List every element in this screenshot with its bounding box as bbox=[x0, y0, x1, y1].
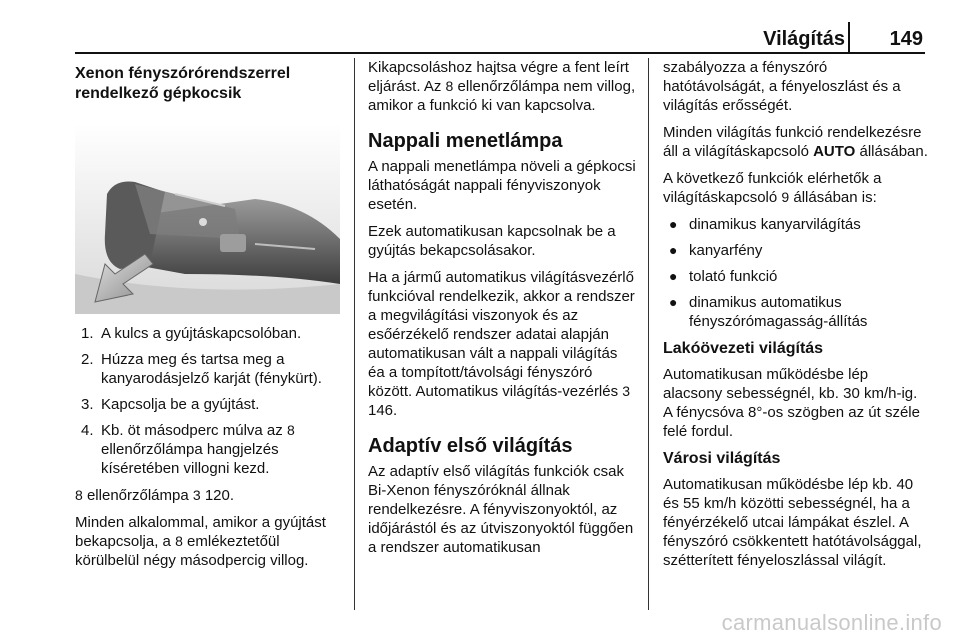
indicator-lamp-icon: 8 bbox=[75, 487, 83, 503]
cross-reference: 8 ellenőrzőlámpa 3 120. bbox=[75, 487, 235, 504]
function-list bbox=[663, 215, 928, 331]
auto-position-label: AUTO bbox=[813, 143, 856, 160]
page-number: 149 bbox=[889, 28, 923, 50]
header-rule bbox=[75, 52, 925, 54]
page-ref-arrow-icon: 3 bbox=[622, 383, 631, 399]
column-divider-2 bbox=[648, 58, 649, 610]
turn-signal-lever-illustration bbox=[75, 124, 340, 314]
paragraph: szabályozza a fényszóró hatótávolságát, a fényeloszlást és a világítás erősségét. bbox=[663, 59, 901, 114]
indicator-lamp-icon: 8 bbox=[175, 533, 183, 549]
list-item: 3. Kapcsolja be a gyújtást. bbox=[81, 396, 260, 413]
section-heading-city: Városi világítás bbox=[663, 450, 781, 467]
list-item: ● tolató funkció bbox=[669, 268, 778, 285]
paragraph: Automatikusan működésbe lép kb. 40 és 55 km/h közötti sebességnél, ha a fényérzékelő utcai lámpákat észlel. A fényszóró csökkentett hatótávolsággal, szétterített fényeloszlással világít. bbox=[663, 476, 922, 569]
paragraph: Kikapcsoláshoz hajtsa végre a fent leírt eljárást. Az 8 ellenőrzőlámpa nem villog, amikor a funkció ki van kapcsolva. bbox=[368, 59, 636, 114]
paragraph: Minden alkalommal, amikor a gyújtást bekapcsolja, a 8 emlékeztetőül körülbelül négy másodpercig villog. bbox=[75, 514, 326, 569]
section-heading-daytime: Nappali menetlámpa bbox=[368, 130, 563, 152]
page-title: Világítás bbox=[763, 28, 845, 50]
section-heading-xenon: Xenon fényszórórendszerrel rendelkező gépkocsik bbox=[75, 65, 291, 102]
column-divider-1 bbox=[354, 58, 355, 610]
header-divider bbox=[848, 22, 850, 54]
paragraph: Minden világítás funkció rendelkezésre áll a világításkapcsoló AUTO állásában. bbox=[663, 124, 928, 160]
section-heading-adaptive: Adaptív első világítás bbox=[368, 435, 573, 457]
paragraph: Automatikusan működésbe lép alacsony sebességnél, kb. 30 km/h-ig. A fénycsóva 8°-os szögben az út széle felé fordul. bbox=[663, 366, 920, 440]
section-heading-residential: Lakóövezeti világítás bbox=[663, 340, 824, 357]
column-3 bbox=[663, 58, 928, 608]
list-item: 4. Kb. öt másodperc múlva az 8 ellenőrzőlámpa hangjelzés kíséretében villogni kezd. bbox=[81, 422, 295, 477]
column-1 bbox=[75, 58, 340, 608]
indicator-lamp-icon: 8 bbox=[286, 422, 295, 438]
paragraph: A következő funkciók elérhetők a világításkapcsoló 9 állásában is: bbox=[663, 170, 882, 206]
list-item: ● dinamikus kanyarvilágítás bbox=[669, 216, 861, 233]
list-item: ● kanyarfény bbox=[669, 242, 763, 259]
paragraph: Ezek automatikusan kapcsolnak be a gyújtás bekapcsolásakor. bbox=[368, 223, 616, 259]
watermark-text: carmanualsonline.info bbox=[721, 610, 942, 635]
list-item: 1. A kulcs a gyújtáskapcsolóban. bbox=[81, 325, 302, 342]
page-ref-arrow-icon: 3 bbox=[192, 487, 201, 503]
paragraph: Ha a jármű automatikus világításvezérlő funkcióval rendelkezik, akkor a rendszer a megvilágítási viszonyok és az esőérzékelő rendszer adatai alapján automatikusan vált a nappali világítás éa a tompított/távolsági fényszóró között. Automatikus világítás-vezérlés 3 146. bbox=[368, 269, 635, 419]
column-2 bbox=[368, 58, 636, 608]
indicator-lamp-icon: 8 bbox=[445, 78, 454, 94]
list-item: 2. Húzza meg és tartsa meg a kanyarodásjelző karját (fénykürt). bbox=[81, 351, 322, 387]
procedure-list bbox=[75, 324, 340, 478]
low-beam-icon: 9 bbox=[781, 189, 790, 205]
page-header bbox=[75, 0, 925, 52]
paragraph: Az adaptív első világítás funkciók csak Bi-Xenon fényszóróknál állnak rendelkezésre. A fényviszonyoktól, az időjárástól és az útviszonyoktól függően a rendszer automatikusan bbox=[368, 463, 634, 556]
list-item: ● dinamikus automatikus fényszórómagasság-állítás bbox=[669, 294, 868, 330]
paragraph: A nappali menetlámpa növeli a gépkocsi láthatóságát nappali fényviszonyok esetén. bbox=[368, 158, 636, 213]
